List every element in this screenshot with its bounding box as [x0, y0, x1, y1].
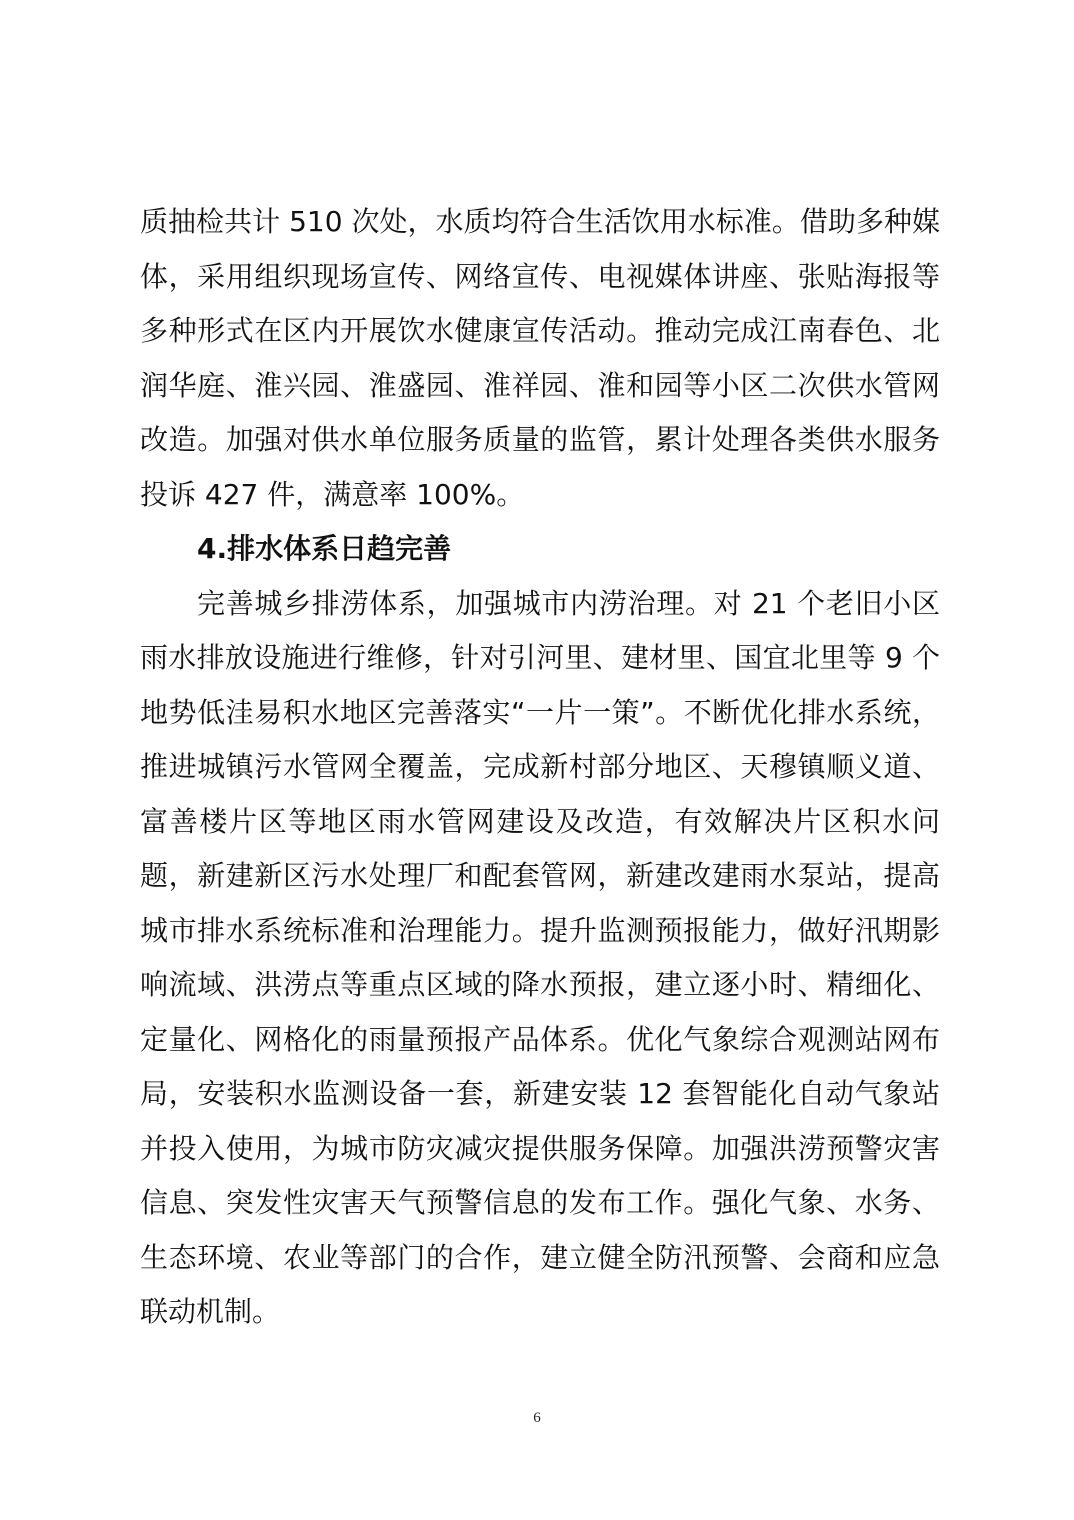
text-line: 润华庭、淮兴园、淮盛园、淮祥园、淮和园等小区二次供水管网	[140, 368, 940, 402]
text-line: 城市排水系统标准和治理能力。提升监测预报能力，做好汛期影	[140, 913, 940, 947]
text-line: 推进城镇污水管网全覆盖，完成新村部分地区、天穆镇顺义道、	[140, 750, 940, 783]
text-line: 并投入使用，为城市防灾减灾提供服务保障。加强洪涝预警灾害	[140, 1131, 940, 1165]
text-line: 地势低洼易积水地区完善落实“一片一策”。不断优化排水系统，	[140, 695, 940, 729]
text-line: 题，新建新区污水处理厂和配套管网，新建改建雨水泵站，提高	[140, 859, 940, 892]
text-line: 体，采用组织现场宣传、网络宣传、电视媒体讲座、张贴海报等	[140, 259, 940, 293]
text-line: 定量化、网格化的雨量预报产品体系。优化气象综合观测站网布	[140, 1022, 940, 1056]
text-line: 局，安装积水监测设备一套，新建安装 12 套智能化自动气象站	[140, 1077, 940, 1110]
text-line: 质抽检共计 510 次处，水质均符合生活饮用水标准。借助多种媒	[140, 205, 940, 238]
text-line: 雨水排放设施进行维修，针对引河里、建材里、国宜北里等 9 个	[140, 641, 940, 674]
text-line: 生态环境、农业等部门的合作，建立健全防汛预警、会商和应急	[140, 1240, 940, 1274]
page-number: 6	[533, 1410, 541, 1426]
text-line: 信息、突发性灾害天气预警信息的发布工作。强化气象、水务、	[140, 1186, 940, 1219]
text-line: 响流域、洪涝点等重点区域的降水预报，建立逐小时、精细化、	[140, 968, 940, 1001]
section-heading: 4.排水体系日趋完善	[197, 532, 452, 565]
text-line: 改造。加强对供水单位服务质量的监管，累计处理各类供水服务	[140, 423, 940, 456]
text-line: 投诉 427 件，满意率 100%。	[140, 477, 525, 511]
body-text	[140, 195, 940, 1340]
text-line: 完善城乡排涝体系，加强城市内涝治理。对 21 个老旧小区	[197, 586, 940, 620]
text-line: 多种形式在区内开展饮水健康宣传活动。推动完成江南春色、北	[140, 314, 940, 347]
text-line: 联动机制。	[140, 1295, 281, 1328]
text-line: 富善楼片区等地区雨水管网建设及改造，有效解决片区积水问	[140, 804, 940, 838]
